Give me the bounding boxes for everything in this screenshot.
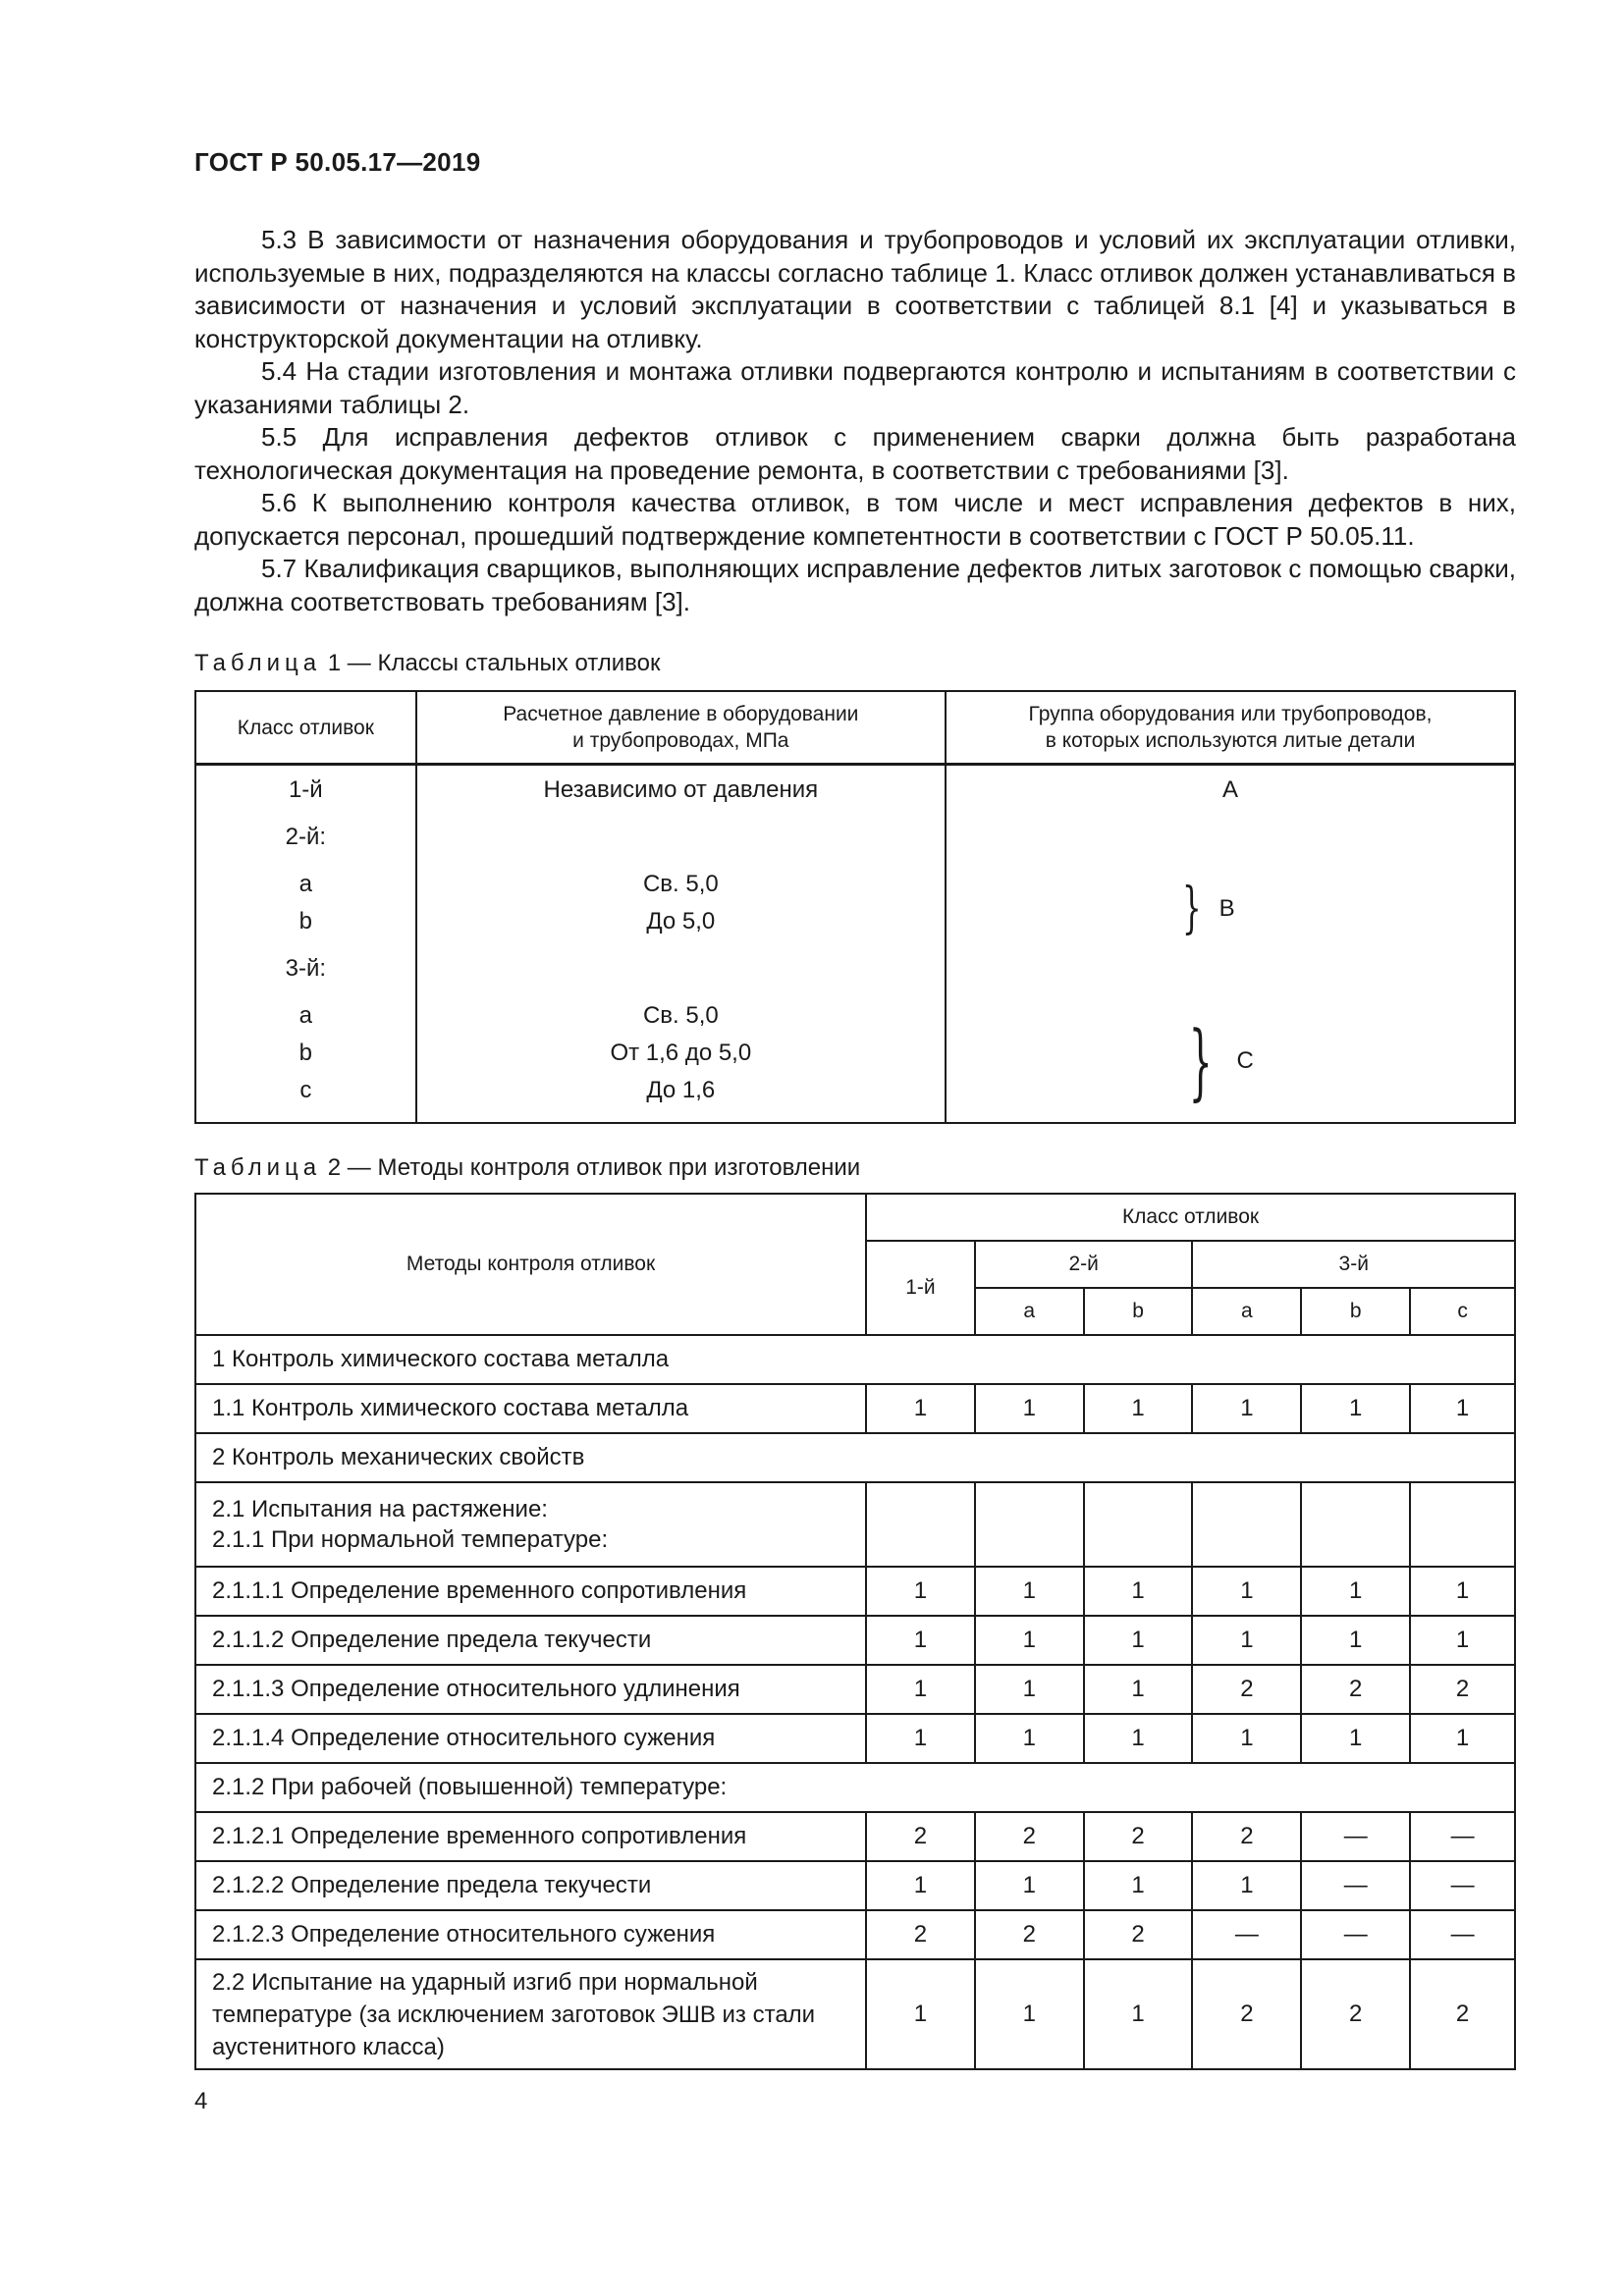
t1-header-pressure: Расчетное давление в оборудовании и трубопроводах, МПа [416, 691, 946, 765]
t2-header-class-3: 3-й [1192, 1241, 1515, 1288]
t2-value-cell [1410, 1482, 1515, 1567]
t1-pressure-cell: Св. 5,0 [642, 871, 719, 897]
table-row [195, 1335, 1515, 1384]
t1-group-column [946, 765, 1515, 1124]
t1-pressure-cell: Независимо от давления [543, 776, 819, 803]
table1-caption-word: Таблица [194, 650, 322, 676]
t2-method-label: 2.1.1.3 Определение относительного удлинения [195, 1665, 866, 1714]
t2-value-cell: 1 [1192, 1384, 1301, 1433]
t2-header-class-2: 2-й [975, 1241, 1193, 1288]
t2-header-2b: b [1084, 1288, 1193, 1335]
t1-class-cell: 2-й: [285, 824, 327, 850]
t2-value-cell: 2 [1410, 1665, 1515, 1714]
t2-value-cell: — [1410, 1861, 1515, 1910]
t1-class-cell: 3-й: [285, 955, 327, 982]
table-row [195, 1910, 1515, 1959]
table-control-methods [194, 1193, 1516, 2070]
t1-group-b: В [1218, 895, 1235, 922]
t2-value-cell: — [1301, 1861, 1410, 1910]
t2-value-cell: 1 [866, 1384, 975, 1433]
t2-header-3a: a [1192, 1288, 1301, 1335]
t1-pressure-cell [417, 819, 945, 866]
t2-value-cell [1301, 1482, 1410, 1567]
t1-group-c-brace [947, 1005, 1514, 1117]
table-row [195, 1763, 1515, 1812]
table-row [195, 1959, 1515, 2069]
t2-header-class-1: 1-й [866, 1241, 975, 1335]
t1-class-column [195, 765, 416, 1124]
t2-header-class: Класс отливок [866, 1194, 1515, 1241]
t2-value-cell [1084, 1482, 1193, 1567]
t2-value-cell: 1 [866, 1714, 975, 1763]
t2-value-cell: 2 [1301, 1959, 1410, 2069]
page-number: 4 [194, 2088, 208, 2114]
table-row [195, 1665, 1515, 1714]
t2-value-cell: — [1301, 1812, 1410, 1861]
table-row [195, 1567, 1515, 1616]
table1-caption [194, 650, 660, 677]
t2-value-cell: 1 [975, 1861, 1084, 1910]
t2-value-cell: 1 [1084, 1714, 1193, 1763]
table-row [195, 1384, 1515, 1433]
t2-value-cell: 1 [1192, 1861, 1301, 1910]
t2-header-3b: b [1301, 1288, 1410, 1335]
t2-value-cell [866, 1482, 975, 1567]
t2-value-cell: 1 [1410, 1567, 1515, 1616]
body-text [194, 224, 1516, 618]
t1-group-a: А [1222, 776, 1239, 803]
t2-method-label: 2.1.2.3 Определение относительного сужения [195, 1910, 866, 1959]
t1-class-cell: b [298, 1040, 312, 1066]
t2-value-cell: 1 [866, 1861, 975, 1910]
t2-value-cell: 1 [975, 1384, 1084, 1433]
t2-value-cell: 2 [975, 1812, 1084, 1861]
t2-value-cell: — [1410, 1812, 1515, 1861]
t2-value-cell: 1 [1084, 1384, 1193, 1433]
table-row [195, 1482, 1515, 1567]
t2-value-cell: 1 [975, 1714, 1084, 1763]
t2-value-cell: 2 [866, 1812, 975, 1861]
t2-value-cell: — [1410, 1910, 1515, 1959]
paragraph-5-3: 5.3 В зависимости от назначения оборудования и трубопроводов и условий их эксплуатации отливки, используемые в них, подразделяются на классы согласно таблице 1. Класс отливок должен устанавливаться в зависимости от назначения и условий эксплуатации в соответствии с таблицей 8.1 [4] и указываться в конструкторской документации на отливку. [194, 225, 1516, 353]
t2-body [195, 1335, 1515, 2069]
t1-class-cell: a [298, 1002, 312, 1029]
t2-method-label: 2.1.1.4 Определение относительного сужения [195, 1714, 866, 1763]
t1-group-b-brace [947, 872, 1514, 946]
t2-value-cell: 1 [1410, 1714, 1515, 1763]
t2-method-label: 1 Контроль химического состава металла [195, 1335, 1515, 1384]
t2-value-cell: 1 [1301, 1384, 1410, 1433]
t1-header-class: Класс отливок [195, 691, 416, 765]
t2-value-cell: 1 [975, 1959, 1084, 2069]
t2-value-cell: 1 [1084, 1861, 1193, 1910]
t1-group-c: С [1236, 1047, 1254, 1074]
t2-value-cell: 1 [1301, 1567, 1410, 1616]
t1-class-cell: b [298, 908, 312, 934]
t2-value-cell: 1 [975, 1616, 1084, 1665]
table1-caption-text: 1 — Классы стальных отливок [321, 650, 661, 676]
t2-value-cell [975, 1482, 1084, 1567]
t2-value-cell: 1 [866, 1665, 975, 1714]
table2-caption-word: Таблица [194, 1154, 322, 1181]
document-header: ГОСТ Р 50.05.17—2019 [194, 147, 481, 177]
t1-class-cell: a [298, 871, 312, 897]
t2-value-cell: 2 [1301, 1665, 1410, 1714]
t2-value-cell: 1 [1084, 1567, 1193, 1616]
t2-value-cell: 2 [1192, 1812, 1301, 1861]
t2-method-label: 2 Контроль механических свойств [195, 1433, 1515, 1482]
t2-method-label: 2.1.1.1 Определение временного сопротивления [195, 1567, 866, 1616]
table2-caption [194, 1154, 860, 1182]
t2-value-cell: 1 [975, 1567, 1084, 1616]
t2-method-label: 2.1.2 При рабочей (повышенной) температуре: [195, 1763, 1515, 1812]
t2-value-cell: 1 [866, 1567, 975, 1616]
t2-value-cell: 1 [1301, 1616, 1410, 1665]
t1-pressure-cell: До 1,6 [646, 1077, 716, 1103]
t2-value-cell: 1 [1192, 1714, 1301, 1763]
t2-header-3c: c [1410, 1288, 1515, 1335]
table2-caption-text: 2 — Методы контроля отливок при изготовлении [321, 1154, 861, 1181]
table-row [195, 1812, 1515, 1861]
table-row [195, 1433, 1515, 1482]
t2-method-label: 2.1.2.2 Определение предела текучести [195, 1861, 866, 1910]
t2-value-cell: 2 [975, 1910, 1084, 1959]
t1-class-cell: c [299, 1077, 312, 1103]
t2-value-cell: — [1301, 1910, 1410, 1959]
t2-method-line: 2.1 Испытания на растяжение: [212, 1496, 548, 1522]
t2-method-label-multiline [195, 1482, 866, 1567]
paragraph-5-7: 5.7 Квалификация сварщиков, выполняющих исправление дефектов литых заготовок с помощью сварки, должна соответствовать требованиям [3]. [194, 554, 1516, 616]
t1-pressure-cell [417, 950, 945, 997]
table-row [195, 1616, 1515, 1665]
t2-value-cell: 2 [1192, 1665, 1301, 1714]
right-brace-icon: } [1188, 1013, 1213, 1109]
t2-method-line: 2.1.1 При нормальной температуре: [212, 1526, 609, 1553]
t2-value-cell [1192, 1482, 1301, 1567]
paragraph-5-6: 5.6 К выполнению контроля качества отливок, в том числе и мест исправления дефектов в них, допускается персонал, прошедший подтверждение компетентности в соответствии с ГОСТ Р 50.05.11. [194, 488, 1516, 551]
paragraph-5-5: 5.5 Для исправления дефектов отливок с применением сварки должна быть разработана технологическая документация на проведение ремонта, в соответствии с требованиями [3]. [194, 422, 1516, 485]
t2-method-label: 2.1.2.1 Определение временного сопротивления [195, 1812, 866, 1861]
t2-value-cell: 2 [1084, 1812, 1193, 1861]
t1-pressure-column [416, 765, 946, 1124]
t2-header-methods: Методы контроля отливок [195, 1194, 866, 1335]
table-row [195, 1714, 1515, 1763]
t2-value-cell: 2 [1192, 1959, 1301, 2069]
t1-header-group: Группа оборудования или трубопроводов, в которых используются литые детали [946, 691, 1515, 765]
paragraph-5-4: 5.4 На стадии изготовления и монтажа отливки подвергаются контролю и испытаниям в соответствии с указаниями таблицы 2. [194, 356, 1516, 419]
t1-class-cell: 1-й [288, 776, 323, 803]
t2-value-cell: 1 [1192, 1567, 1301, 1616]
t1-pressure-cell: От 1,6 до 5,0 [610, 1040, 752, 1066]
table-casting-classes [194, 690, 1516, 1124]
t2-method-label: 1.1 Контроль химического состава металла [195, 1384, 866, 1433]
table-row [195, 1861, 1515, 1910]
t2-header-2a: a [975, 1288, 1084, 1335]
t2-value-cell: 1 [1084, 1665, 1193, 1714]
t2-value-cell: 2 [1410, 1959, 1515, 2069]
t1-pressure-cell: Св. 5,0 [642, 1002, 719, 1029]
t2-value-cell: 1 [1192, 1616, 1301, 1665]
t2-method-label: 2.2 Испытание на ударный изгиб при нормальной температуре (за исключением заготовок ЭШВ из стали аустенитного класса) [195, 1959, 866, 2069]
t2-value-cell: 1 [1084, 1959, 1193, 2069]
t2-value-cell: 2 [1084, 1910, 1193, 1959]
right-brace-icon: } [1182, 877, 1202, 940]
t1-pressure-cell: До 5,0 [646, 908, 716, 934]
t2-value-cell: 2 [866, 1910, 975, 1959]
t2-value-cell: 1 [975, 1665, 1084, 1714]
t2-value-cell: — [1192, 1910, 1301, 1959]
t2-value-cell: 1 [1410, 1384, 1515, 1433]
t2-value-cell: 1 [1410, 1616, 1515, 1665]
t2-value-cell: 1 [1301, 1714, 1410, 1763]
t2-value-cell: 1 [866, 1616, 975, 1665]
t2-value-cell: 1 [1084, 1616, 1193, 1665]
t2-value-cell: 1 [866, 1959, 975, 2069]
t2-method-label: 2.1.1.2 Определение предела текучести [195, 1616, 866, 1665]
